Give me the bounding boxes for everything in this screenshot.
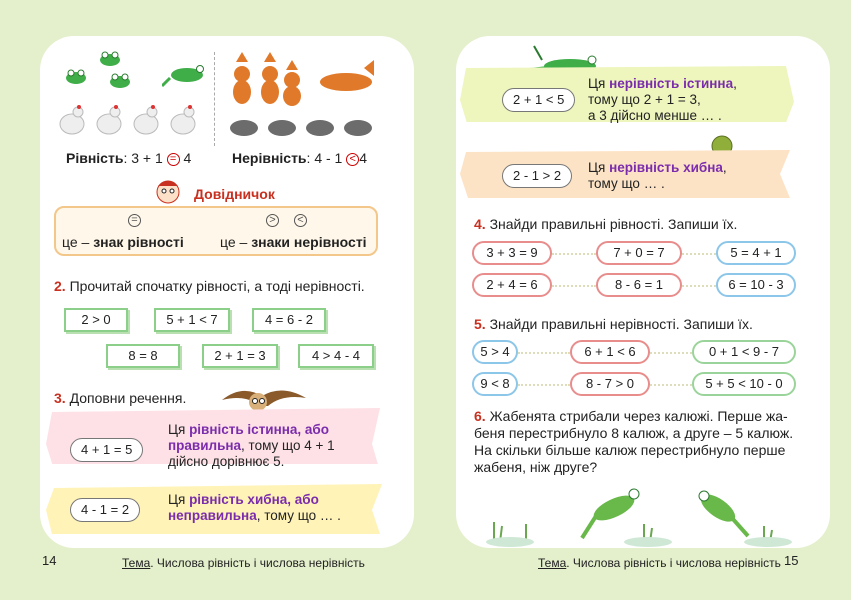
footer-left: Тема. Числова рівність і числова нерівність [122,556,365,570]
equality-caption: Рівність: 3 + 1 = 4 [66,150,192,166]
page-number-right: 15 [784,553,799,568]
inequality-oval: 2 - 1 > 2 [502,164,572,188]
expression-card: 4 = 6 - 2 [252,308,326,332]
expression-card: 2 > 0 [64,308,128,332]
banner-1-text: Ця нерівність істинна, тому що 2 + 1 = 3, а 3 дійсно менше … . [588,76,737,123]
task-6-text: 6. Жабенята стрибали через калюжі. Перше жа- беня перестрибнуло 8 калюж, а друге – 5 калюж. На скільки більше калюж перестрибнуло перше жабеня, ніж друге? [474,408,794,475]
hedgehogs-picture [228,116,378,138]
less-sign-symbol: < [294,214,307,227]
expression-card: 5 + 1 < 7 [154,308,230,332]
reference-box [54,206,378,256]
inequality-pill: 5 + 5 < 10 - 0 [692,372,796,396]
inequality-pill: 6 + 1 < 6 [570,340,650,364]
equality-pill: 6 = 10 - 3 [716,273,796,297]
frog-icon [162,66,204,87]
equality-pill: 5 = 4 + 1 [716,241,796,265]
expression-card: 4 > 4 - 4 [298,344,374,368]
banner-2-text: Ця рівність хибна, або неправильна, тому що … . [168,492,341,523]
greater-sign-symbol: > [266,214,279,227]
page-number-left: 14 [42,553,57,568]
fox-icon [233,52,374,106]
inequality-pill: 0 + 1 < 9 - 7 [692,340,796,364]
chicken-icon [60,107,195,134]
equality-pill: 3 + 3 = 9 [472,241,552,265]
frog-jumping-picture [162,60,212,90]
hedgehog-icon [230,120,372,136]
reference-title: Довідничок [194,186,275,202]
equality-pill: 7 + 0 = 7 [596,241,682,265]
task-3-heading: 3. Доповни речення. [54,390,187,406]
chickens-picture [54,102,204,142]
jumping-frogs-picture [464,472,824,548]
expression-card: 8 = 8 [106,344,180,368]
task-2-heading: 2. Прочитай спочатку рівності, а тоді нерівності. [54,278,365,294]
task-5-heading: 5. Знайди правильні нерівності. Запиши їх. [474,316,753,332]
equality-pill: 8 - 6 = 1 [596,273,682,297]
foxes-picture [224,52,384,108]
footer-right: Тема. Числова рівність і числова нерівність [538,556,781,570]
divider [214,52,215,146]
inequality-pill: 5 > 4 [472,340,518,364]
right-page [456,36,830,548]
equation-oval: 4 - 1 = 2 [70,498,140,522]
inequality-oval: 2 + 1 < 5 [502,88,575,112]
equality-pill: 2 + 4 = 6 [472,273,552,297]
frog-icon [582,489,748,538]
banner-1-text: Ця рівність істинна, або правильна, тому що 4 + 1 дійсно дорівнює 5. [168,422,335,469]
expression-card: 2 + 1 = 3 [202,344,278,368]
banner-2-text: Ця нерівність хибна, тому що … . [588,160,727,191]
equal-sign-description: це – знак рівності [62,234,184,250]
inequality-caption: Нерівність: 4 - 1 < 4 [232,150,368,166]
frog-icon [66,52,130,88]
boy-icon [152,176,186,206]
inequality-pill: 9 < 8 [472,372,518,396]
left-page [40,36,414,548]
equal-sign-symbol: = [128,214,141,227]
equation-oval: 4 + 1 = 5 [70,438,143,462]
task-4-heading: 4. Знайди правильні рівності. Запиши їх. [474,216,738,232]
inequality-pill: 8 - 7 > 0 [570,372,650,396]
frogs-picture [58,48,138,96]
inequality-signs-description: це – знаки нерівності [220,234,367,250]
